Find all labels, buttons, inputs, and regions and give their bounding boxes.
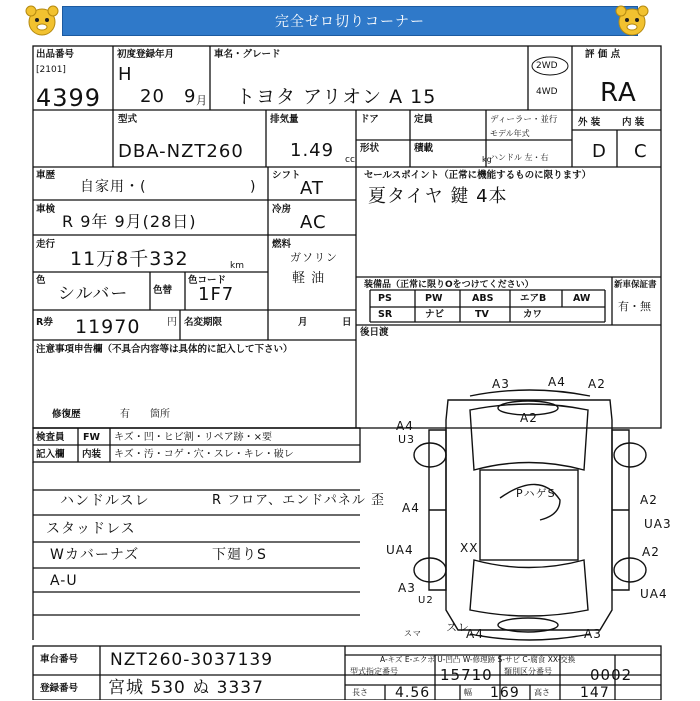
interior-grade: C (634, 141, 648, 162)
damage-mark: A3 (492, 377, 510, 391)
damage-mark: A2 (642, 545, 660, 559)
label-notes: 注意事項申告欄（不具合内容等は具体的に記入して下さい） (36, 344, 293, 355)
label-width: 幅 (464, 688, 472, 697)
label-exterior: 外 装 (578, 117, 601, 128)
damage-mark: A4 (466, 627, 484, 641)
color-value: シルバー (58, 284, 129, 304)
unit-yen: 円 (167, 317, 177, 328)
vehicle-type-close: ) (250, 179, 257, 195)
fuel-diesel: 軽 油 (292, 271, 326, 286)
damage-mark: UA3 (644, 517, 672, 531)
label-inspection: 車検 (36, 204, 56, 215)
label-shape: 形状 (360, 143, 380, 154)
era: H (118, 64, 133, 85)
label-rating: 評 価 点 (585, 49, 621, 60)
sales-point-value: 夏タイヤ 鍵 4本 (368, 186, 508, 207)
label-inspector: 検査員 (36, 432, 65, 443)
note-4: Wカバーナズ (50, 547, 140, 563)
damage-mark: A2 (520, 411, 538, 425)
model-code: DBA-NZT260 (118, 141, 244, 162)
label-r-ticket: R券 (36, 317, 53, 328)
reg-year: 20 (140, 86, 165, 107)
equip-airbag: エアB (520, 293, 547, 304)
spec-number: 15710 (440, 666, 493, 684)
note-5: 下廻りS (212, 547, 267, 563)
warranty-yes-no: 有・無 (618, 300, 651, 313)
unit-km: km (230, 261, 244, 271)
inspection-date: R 9年 9月(28日) (62, 212, 197, 231)
label-ac: 冷房 (272, 204, 292, 215)
lot-code: [2101] (36, 65, 66, 75)
car-name: トヨタ アリオン A 15 (236, 86, 437, 108)
color-code-value: 1F7 (198, 284, 235, 305)
fuel-gasoline: ガソリン (290, 251, 338, 264)
label-capacity: 定員 (414, 114, 434, 125)
equip-tv: TV (475, 309, 489, 320)
label-writer: 記入欄 (36, 449, 65, 460)
label-after-days: 後日渡 (360, 327, 389, 338)
damage-mark: スレ (446, 621, 470, 634)
damage-mark: A2 (640, 493, 658, 507)
note-3: スタッドレス (46, 521, 136, 537)
damage-mark: スマ (404, 629, 422, 638)
naisou-items: キズ・汚・コゲ・穴・スレ・キレ・破レ (114, 449, 294, 460)
label-category-no: 類別区分番号 (504, 667, 552, 676)
damage-mark: UA4 (386, 543, 414, 557)
label-new-car-warranty: 新車保証書 (614, 280, 657, 290)
width-value: 169 (490, 685, 520, 701)
label-month: 月 (298, 317, 308, 328)
equip-abs: ABS (472, 293, 494, 304)
equip-leather: カワ (523, 309, 543, 320)
equip-pw: PW (425, 293, 443, 304)
label-length: 長さ (352, 688, 368, 697)
frame-number: NZT260-3037139 (110, 650, 274, 670)
label-dimensions: 型式指定番号 (350, 667, 398, 676)
mascot-bear-icon (612, 2, 652, 40)
label-load: 積載 (414, 143, 434, 154)
damage-mark: A3 (398, 581, 416, 595)
label-color-code: 色コード (188, 275, 227, 286)
label-dealer: ディーラー・並行 (490, 115, 558, 125)
damage-mark: A2 (588, 377, 606, 391)
ac-value: AC (300, 212, 327, 233)
label-day: 日 (342, 317, 352, 328)
registration-number: 宮城 530 ぬ 3337 (108, 678, 264, 698)
label-handle: ハンドル 左・右 (490, 153, 549, 162)
label-naisou: 内装 (82, 449, 102, 460)
label-first-reg: 初度登録年月 (117, 49, 175, 60)
lot-number: 4399 (36, 84, 102, 112)
note-6: A-U (50, 573, 78, 589)
damage-mark: A4 (402, 501, 420, 515)
unit-cc: cc (345, 155, 355, 165)
note-2: R フロア、エンドパネル 歪 (212, 493, 385, 508)
label-vehicle-type: 車歴 (36, 170, 56, 181)
label-mileage: 走行 (36, 239, 56, 250)
label-interior: 内 装 (622, 117, 645, 128)
label-frame-no: 車台番号 (40, 654, 79, 665)
repair-place: 箇所 (150, 409, 170, 420)
damage-mark: A3 (584, 627, 602, 641)
label-fuel: 燃料 (272, 239, 292, 250)
label-model-year: モデル年式 (490, 129, 530, 138)
label-fw: FW (83, 432, 100, 443)
rating-value: RA (600, 78, 637, 108)
label-model: 型式 (118, 114, 138, 125)
mascot-bear-icon (22, 2, 62, 40)
damage-legend: A-キズ E-エクボ U-凹凸 W-修理跡 S-サビ C-腐食 XX-交換 (380, 655, 576, 664)
label-shift: シフト (272, 170, 301, 181)
fw-items: キズ・凹・ヒビ割・リペア跡・×要 (114, 432, 272, 443)
label-color-change: 色替 (153, 285, 173, 296)
r-ticket-value: 11970 (75, 316, 141, 338)
label-reg-no: 登録番号 (40, 683, 79, 694)
label-displacement: 排気量 (270, 114, 299, 125)
note-1: ハンドルスレ (60, 493, 150, 509)
damage-mark: XX (460, 541, 479, 555)
vehicle-type: 自家用・( (80, 179, 147, 195)
category-number: 0002 (590, 666, 633, 684)
length-value: 4.56 (395, 685, 431, 701)
reg-month-suffix: 月 (196, 94, 208, 107)
label-2wd: 2WD (536, 61, 558, 71)
mileage-value: 11万8千332 (70, 248, 189, 270)
label-car-name: 車名・グレード (214, 49, 281, 60)
equip-navi: ナビ (425, 309, 445, 320)
equip-sr: SR (378, 309, 393, 320)
height-value: 147 (580, 685, 610, 701)
label-equipment: 装備品（正常に限りOをつけてください） (364, 280, 534, 290)
displacement-value: 1.49 (290, 140, 335, 161)
damage-mark: A4 (396, 419, 414, 433)
header-bar (0, 0, 700, 42)
equip-aw: AW (573, 293, 591, 304)
damage-mark: U2 (418, 595, 434, 606)
damage-mark: PハゲS (516, 487, 556, 500)
exterior-grade: D (592, 141, 607, 162)
label-sales-point: セールスポイント（正常に機能するものに限ります） (364, 170, 592, 181)
label-color: 色 (36, 275, 46, 286)
label-height: 高さ (534, 688, 550, 697)
damage-mark: UA4 (640, 587, 668, 601)
equip-ps: PS (378, 293, 392, 304)
reg-month: 9 (184, 86, 197, 107)
unit-kg: kg (482, 155, 492, 164)
shift-value: AT (300, 178, 324, 199)
label-repair: 修復歴 (52, 409, 81, 420)
label-door: ドア (360, 114, 379, 125)
repair-yes: 有 (120, 409, 130, 420)
damage-mark: U3 (398, 433, 416, 446)
label-4wd: 4WD (536, 87, 558, 97)
label-name-change: 名変期限 (184, 317, 223, 328)
page-title: 完全ゼロ切りコーナー (62, 6, 638, 36)
damage-mark: A4 (548, 375, 566, 389)
label-lot-no: 出品番号 (36, 49, 75, 60)
